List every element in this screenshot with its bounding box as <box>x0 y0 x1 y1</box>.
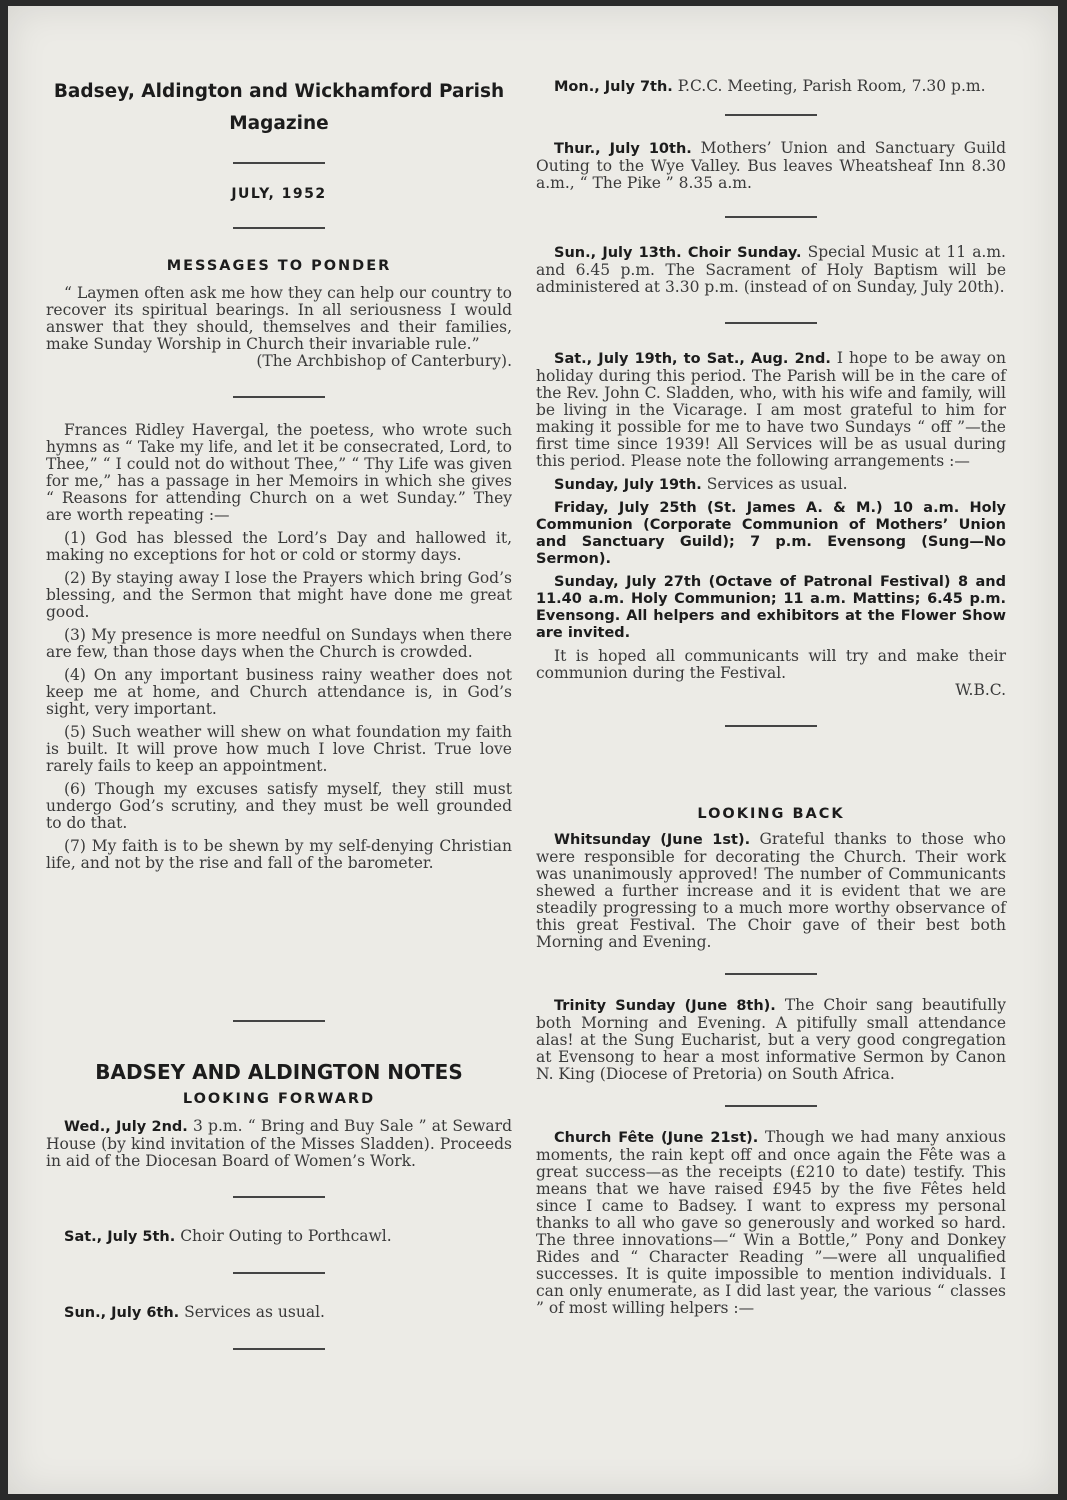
divider <box>233 396 325 398</box>
signature: W.B.C. <box>955 681 1006 699</box>
event-date: Wed., July 2nd. <box>64 1119 188 1135</box>
closing-note: It is hoped all communicants will try and make their communion during the Festival. <box>536 647 1006 682</box>
event-text: I hope to be away on holiday during this period. The Parish will be in the care of the Rev. John C. Sladden, who, with his wife and family, will be living in the Vicarage. I am most grateful to him for making it possible for me to have two Sundays “ off ”—the first time since 1939! All Services will be as usual during this period. Please note the following arrangements :— <box>536 349 1006 470</box>
event-entry <box>536 350 1006 470</box>
divider <box>725 725 817 727</box>
divider <box>725 114 817 116</box>
quote-attribution: (The Archbishop of Canterbury). <box>256 352 512 370</box>
entry-date: Church Fête (June 21st). <box>554 1130 759 1146</box>
issue-date: JULY, 1952 <box>231 186 327 202</box>
event-text: Choir Outing to Porthcawl. <box>175 1227 392 1245</box>
event-entry <box>536 140 1006 192</box>
masthead-title-line2: Magazine <box>229 113 329 134</box>
entry-date: Trinity Sunday (June 8th). <box>554 998 776 1014</box>
looking-back-entry <box>536 831 1006 951</box>
event-text: Special Music at 11 a.m. and 6.45 p.m. The Sacrament of Holy Baptism will be administered at 3.30 p.m. (instead of on Sunday, July 20th). <box>536 243 1006 296</box>
reason-item: (6) Though my excuses satisfy myself, they still must undergo God’s scrutiny, and they must be well grounded to do that. <box>46 780 512 832</box>
looking-forward-heading: LOOKING FORWARD <box>182 1091 376 1107</box>
divider <box>233 1272 325 1274</box>
divider <box>725 322 817 324</box>
reason-item: (2) By staying away I lose the Prayers which bring God’s blessing, and the Sermon that might have done me great good. <box>46 569 512 621</box>
entry-text: Though we had many anxious moments, the rain kept off and once again the Fête was a great success—as the receipts (£210 to date) testify. This means that we have raised £945 by the five Fêtes held since I came to Badsey. I want to express my personal thanks to all who gave so generously and worked so hard. The three innovations—“ Win a Bottle,” Pony and Donkey Rides and “ Character Reading ”—were all unqualified successes. It is quite impossible to mention individuals. I can only enumerate, as I did last year, the various “ classes ” of most willing helpers :— <box>536 1128 1006 1317</box>
arrangement-text: Services as usual. <box>701 475 848 493</box>
event-entry <box>46 1304 512 1322</box>
divider <box>233 1348 325 1350</box>
archbishop-quote: “ Laymen often ask me how they can help our country to recover its spiritual bearings. In all seriousness I would answer that they should, themselves and their families, make Sunday Worship in Church their invariable rule.” <box>46 284 512 353</box>
event-text: Services as usual. <box>179 1303 325 1321</box>
event-text: 3 p.m. “ Bring and Buy Sale ” at Seward House (by kind invitation of the Misses Sladden). Proceeds in aid of the Diocesan Board of Women’s Work. <box>46 1117 512 1170</box>
divider <box>725 973 817 975</box>
magazine-page <box>8 6 1058 1494</box>
event-entry <box>536 78 1006 96</box>
looking-back-entry <box>536 1129 1006 1317</box>
notes-section <box>46 1061 512 1350</box>
looking-back-section <box>536 806 1006 1317</box>
forward-events <box>536 78 1006 727</box>
divider <box>233 227 325 229</box>
reason-item: (1) God has blessed the Lord’s Day and hallowed it, making no exceptions for hot or cold or stormy days. <box>46 529 512 564</box>
event-entry <box>46 1118 512 1170</box>
divider <box>725 1105 817 1107</box>
event-text: P.C.C. Meeting, Parish Room, 7.30 p.m. <box>672 77 986 95</box>
looking-back-heading: LOOKING BACK <box>697 806 845 822</box>
divider <box>233 1196 325 1198</box>
event-date: Sat., July 19th, to Sat., Aug. 2nd. <box>554 351 831 367</box>
reason-item: (7) My faith is to be shewn by my self-denying Christian life, and not by the rise and fall of the barometer. <box>46 837 512 872</box>
event-date: Sun., July 13th. Choir Sunday. <box>554 245 802 261</box>
event-entry <box>536 244 1006 296</box>
event-entry <box>46 1228 512 1246</box>
arrangement-entry: Friday, July 25th (St. James A. & M.) 10 a.m. Holy Communion (Corporate Communion of Mothers’ Union and Sanctuary Guild); 7 p.m. Evensong (Sung—No Sermon). <box>536 500 1006 567</box>
entry-text: The Choir sang beautifully both Morning and Evening. A pitifully small attendance alas! at the Sung Eucharist, but a very good congregation at Evensong to hear a most informative Sermon by Canon N. King (Diocese of Pretoria) on South Africa. <box>536 996 1006 1083</box>
divider <box>233 162 325 164</box>
masthead <box>46 82 512 229</box>
divider <box>725 216 817 218</box>
event-text: Mothers’ Union and Sanctuary Guild Outing to the Wye Valley. Bus leaves Wheatsheaf Inn 8.30 a.m., “ The Pike ” 8.35 a.m. <box>536 139 1006 192</box>
reason-item: (4) On any important business rainy weather does not keep me at home, and Church attendance is, in God’s sight, very important. <box>46 666 512 718</box>
arrangement-entry <box>536 476 1006 494</box>
event-date: Sun., July 6th. <box>64 1305 180 1321</box>
entry-text: Grateful thanks to those who were responsible for decorating the Church. Their work was unanimously approved! The number of Communicants shewed a further increase and it is evident that we are steadily progressing to a much more worthy observance of this great Festival. The Choir gave of their best both Morning and Evening. <box>536 830 1006 951</box>
messages-heading: MESSAGES TO PONDER <box>166 258 392 274</box>
entry-date: Whitsunday (June 1st). <box>554 832 751 848</box>
divider <box>233 1020 325 1022</box>
looking-back-entry <box>536 997 1006 1083</box>
masthead-title-line1: Badsey, Aldington and Wickhamford Parish <box>53 81 505 102</box>
havergal-intro: Frances Ridley Havergal, the poetess, who wrote such hymns as “ Take my life, and let it be consecrated, Lord, to Thee,” “ I could not do without Thee,” “ Thy Life was given for me,” has a passage in her Memoirs in which she gives “ Reasons for attending Church on a wet Sunday.” They are worth repeating :— <box>46 421 512 524</box>
event-date: Thur., July 10th. <box>554 141 692 157</box>
event-date: Sat., July 5th. <box>64 1229 176 1245</box>
event-date: Mon., July 7th. <box>554 79 673 95</box>
messages-section <box>46 258 512 872</box>
arrangement-entry: Sunday, July 27th (Octave of Patronal Festival) 8 and 11.40 a.m. Holy Communion; 11 a.m. Mattins; 6.45 p.m. Evensong. All helpers and exhibitors at the Flower Show are invited. <box>536 574 1006 641</box>
arrangement-date: Sunday, July 19th. <box>554 477 702 493</box>
reason-item: (3) My presence is more needful on Sundays when there are few, than those days when the Church is crowded. <box>46 626 512 661</box>
reason-item: (5) Such weather will shew on what foundation my faith is built. It will prove how much I love Christ. True love rarely fails to keep an appointment. <box>46 723 512 775</box>
notes-heading: BADSEY AND ALDINGTON NOTES <box>95 1060 463 1084</box>
